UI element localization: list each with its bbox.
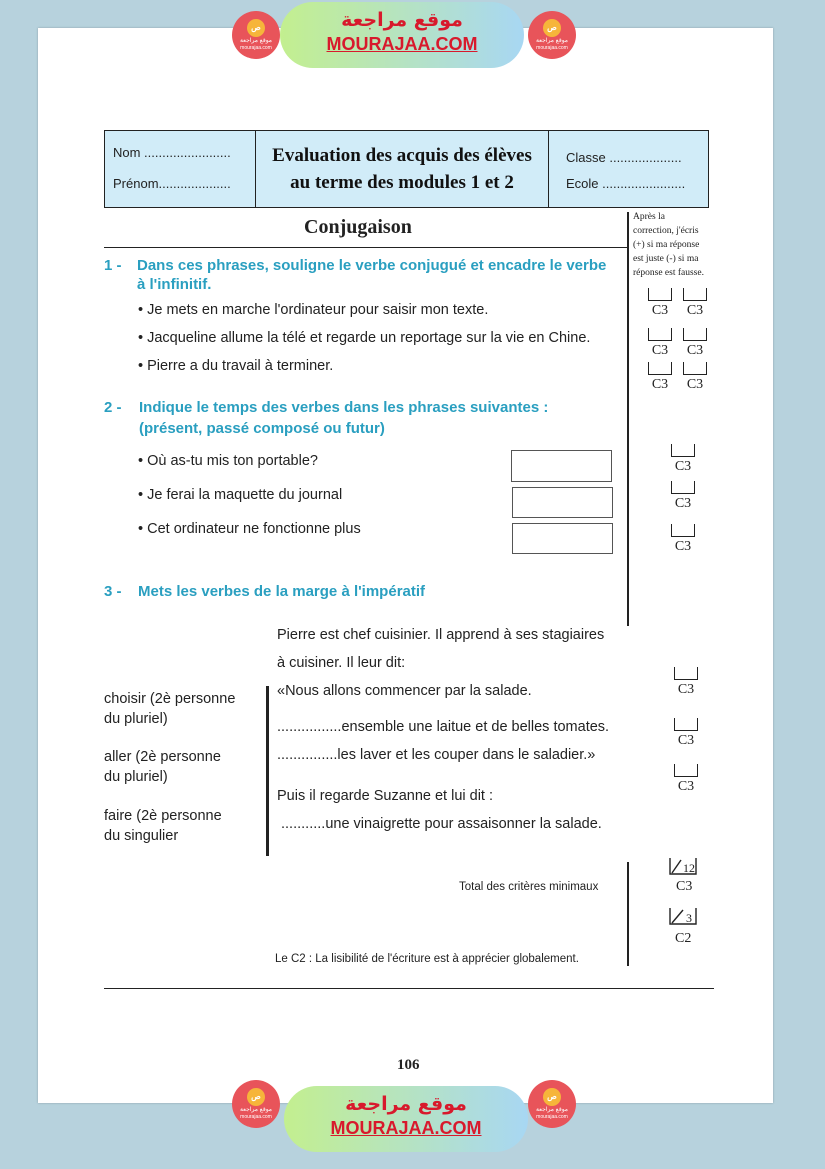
criterion-label: C3	[674, 496, 692, 511]
q2-answer-box-3[interactable]	[512, 523, 613, 554]
ecole-field-label: Ecole .......................	[566, 176, 686, 191]
logo-mark: ص	[543, 19, 561, 37]
q1-sentence-3: • Pierre a du travail à terminer.	[138, 358, 334, 374]
criterion-label: C3	[651, 377, 669, 392]
margin-verb-1	[104, 689, 235, 729]
q1-number: 1 -	[104, 257, 122, 274]
margin-verb-text: du pluriel)	[104, 711, 168, 727]
margin-note-line: est juste (-) si ma	[633, 254, 699, 264]
q2-number: 2 -	[104, 399, 122, 416]
nom-field-label: Nom ........................	[113, 145, 231, 160]
criterion-box[interactable]	[683, 328, 707, 359]
q3-fill-line1: ................ensemble une laitue et de belles tomates.	[277, 719, 610, 735]
margin-note-line: (+) si ma réponse	[633, 240, 700, 250]
banner-arabic: موقع مراجعة	[345, 1093, 467, 1115]
margin-rule-lower	[627, 862, 629, 966]
margin-note-line: Après la	[633, 212, 665, 222]
badge-arabic: موقع مراجعة	[535, 1107, 569, 1113]
badge-site: mourajaa.com	[240, 45, 272, 51]
criterion-box[interactable]	[671, 481, 695, 512]
criterion-label: C2	[675, 931, 692, 946]
q2-answer-box-1[interactable]	[511, 450, 612, 482]
criterion-label: C3	[674, 459, 692, 474]
q3-text-line4: Puis il regarde Suzanne et lui dit :	[277, 788, 494, 804]
criterion-box[interactable]	[683, 362, 707, 393]
margin-verb-text: du pluriel)	[104, 769, 168, 785]
logo-mark: ص	[247, 1088, 265, 1106]
evaluation-title-line1: Evaluation des acquis des élèves	[272, 145, 532, 166]
q1-sentence-2: • Jacqueline allume la télé et regarde un reportage sur la vie en Chine.	[138, 330, 591, 346]
section-title: Conjugaison	[304, 216, 412, 238]
margin-verb-text: faire (2è personne	[104, 808, 222, 824]
criterion-label: C3	[674, 539, 692, 554]
logo-badge-left-bottom	[232, 1080, 280, 1128]
criterion-label: C3	[651, 303, 669, 318]
margin-note-line: réponse est fausse.	[633, 268, 704, 278]
criterion-box[interactable]	[674, 718, 698, 749]
header-table	[104, 130, 709, 208]
prenom-field-label: Prénom....................	[113, 176, 231, 191]
criterion-box[interactable]	[674, 764, 698, 795]
score-max: 3	[686, 911, 692, 925]
criterion-label: C3	[686, 343, 704, 358]
criterion-label: C3	[686, 303, 704, 318]
margin-verb-text: choisir (2è personne	[104, 691, 236, 707]
badge-arabic: موقع مراجعة	[535, 38, 569, 44]
q3-text-line1: «Nous allons commencer par la salade.	[277, 683, 532, 699]
evaluation-title-cell	[256, 131, 549, 207]
criterion-label: C3	[677, 733, 695, 748]
criterion-label: C3	[686, 377, 704, 392]
criterion-box[interactable]	[671, 444, 695, 475]
logo-mark: ص	[247, 19, 265, 37]
watermark-banner-bottom[interactable]	[284, 1086, 528, 1152]
criterion-box[interactable]	[648, 362, 672, 393]
criterion-box[interactable]	[683, 288, 707, 319]
evaluation-title-line2: au terme des modules 1 et 2	[290, 172, 514, 193]
criterion-label: C3	[677, 779, 695, 794]
criterion-label: C3	[677, 682, 695, 697]
q3-number: 3 -	[104, 583, 122, 600]
q3-intro-line2: à cuisiner. Il leur dit:	[277, 655, 406, 671]
margin-instruction	[633, 210, 715, 280]
q3-fill-line2: ...............les laver et les couper dans le saladier.»	[277, 747, 596, 763]
q2-instruction-line1: Indique le temps des verbes dans les phrases suivantes :	[139, 399, 549, 416]
criterion-label: C3	[651, 343, 669, 358]
badge-arabic: موقع مراجعة	[239, 1107, 273, 1113]
criterion-label: C3	[676, 879, 693, 894]
score-max: 12	[683, 861, 695, 875]
q2-sentence-1: • Où as-tu mis ton portable?	[138, 453, 318, 469]
margin-rule-upper	[627, 212, 629, 626]
q2-instruction-line2: (présent, passé composé ou futur)	[139, 420, 385, 437]
total-criteria-label: Total des critères minimaux	[459, 881, 599, 893]
badge-arabic: موقع مراجعة	[239, 38, 273, 44]
q3-fill-line3: ...........une vinaigrette pour assaisonner la salade.	[281, 816, 602, 832]
q2-sentence-2: • Je ferai la maquette du journal	[138, 487, 343, 503]
q3-intro-line1: Pierre est chef cuisinier. Il apprend à ses stagiaires	[277, 627, 605, 643]
legibility-note: Le C2 : La lisibilité de l'écriture est à apprécier globalement.	[275, 953, 579, 965]
margin-note-line: correction, j'écris	[633, 226, 699, 236]
banner-site-link[interactable]: MOURAJAA.COM	[326, 34, 478, 54]
badge-site: mourajaa.com	[536, 1114, 568, 1120]
criterion-box[interactable]	[648, 288, 672, 319]
school-info-cell	[549, 131, 707, 207]
section-divider	[104, 247, 628, 248]
score-fraction-3[interactable]	[669, 907, 697, 925]
banner-arabic: موقع مراجعة	[341, 9, 463, 31]
badge-site: mourajaa.com	[536, 45, 568, 51]
footer-divider	[104, 988, 714, 989]
margin-verb-3	[104, 806, 222, 846]
q1-instruction-line2: à l'infinitif.	[137, 276, 212, 293]
margin-verb-text: aller (2è personne	[104, 749, 221, 765]
banner-site-link[interactable]: MOURAJAA.COM	[330, 1118, 482, 1138]
q2-sentence-3: • Cet ordinateur ne fonctionne plus	[138, 521, 361, 537]
margin-verb-2	[104, 747, 221, 787]
criterion-box[interactable]	[671, 524, 695, 555]
margin-verb-text: du singulier	[104, 828, 179, 844]
q2-answer-box-2[interactable]	[512, 487, 613, 518]
criterion-box[interactable]	[674, 667, 698, 698]
page-number: 106	[397, 1057, 420, 1073]
logo-badge-right-bottom	[528, 1080, 576, 1128]
criterion-box[interactable]	[648, 328, 672, 359]
q3-margin-rule	[266, 686, 269, 856]
logo-badge-right-top	[528, 11, 576, 59]
logo-mark: ص	[543, 1088, 561, 1106]
q1-sentence-1: • Je mets en marche l'ordinateur pour saisir mon texte.	[138, 302, 489, 318]
score-fraction-12[interactable]	[669, 857, 697, 875]
watermark-banner-top[interactable]	[280, 2, 524, 68]
student-identity-cell	[105, 131, 256, 207]
q3-instruction: Mets les verbes de la marge à l'impératif	[138, 583, 426, 600]
badge-site: mourajaa.com	[240, 1114, 272, 1120]
logo-badge-left-top	[232, 11, 280, 59]
classe-field-label: Classe ....................	[566, 150, 682, 165]
q1-instruction-line1: Dans ces phrases, souligne le verbe conjugué et encadre le verbe	[137, 257, 607, 274]
